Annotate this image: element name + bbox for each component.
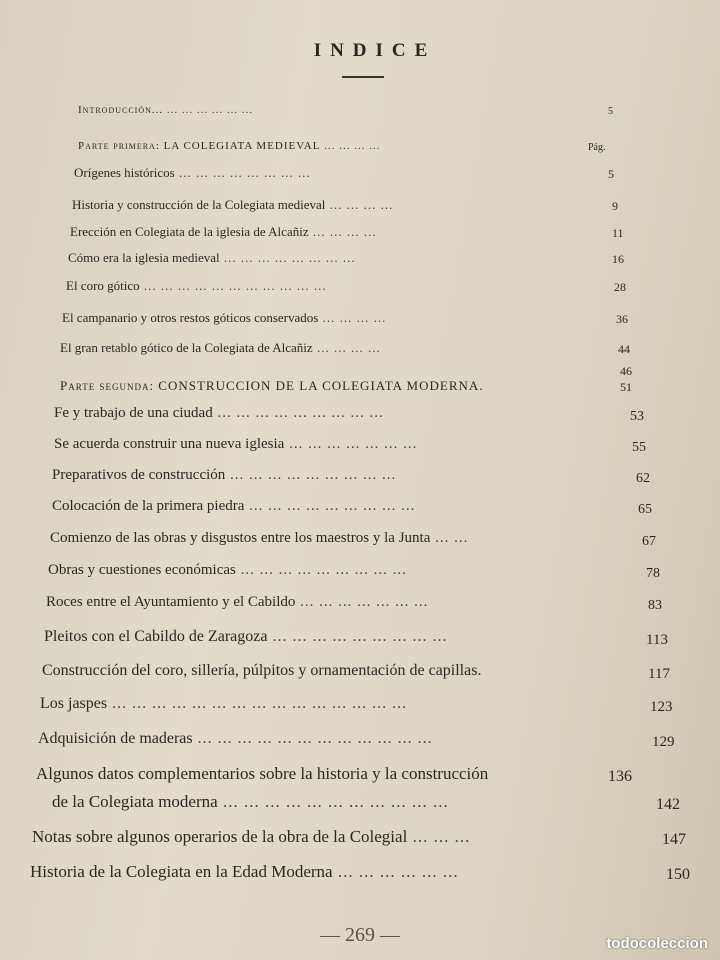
toc-entry [40, 695, 407, 713]
toc-page-number: 46 [620, 364, 632, 378]
toc-entry-title: Pleitos con el Cabildo de Zaragoza [44, 628, 268, 645]
toc-dot-leader: ... ... ... [407, 827, 471, 846]
toc-entry-title: Obras y cuestiones económicas [48, 562, 236, 578]
toc-entry [78, 140, 380, 152]
toc-page-number: 44 [618, 342, 630, 356]
toc-entry-title: Orígenes históricos [74, 165, 175, 180]
toc-entry [30, 862, 459, 882]
toc-entry-title: Se acuerda construir una nueva iglesia [54, 436, 285, 452]
toc-dot-leader: ... ... ... ... [318, 310, 387, 325]
toc-dot-leader: ... ... ... ... [308, 224, 377, 239]
toc-entry [52, 498, 415, 515]
toc-page-number: 147 [662, 831, 686, 848]
toc-entry-title: Algunos datos complementarios sobre la historia y la construcción [36, 764, 489, 783]
toc-entry [54, 436, 417, 453]
toc-entry-title: El gran retablo gótico de la Colegiata de Alcañiz [60, 340, 313, 355]
footer-page-number: — 269 — [320, 924, 400, 946]
toc-page-number: 9 [612, 199, 618, 213]
toc-dot-leader: ... ... ... ... ... ... ... ... ... [235, 562, 407, 578]
toc-entry-title: El coro gótico [66, 278, 140, 293]
toc-entry [44, 628, 447, 646]
toc-dot-leader: ... ... ... ... ... ... ... ... ... [244, 498, 416, 514]
toc-page-number: 123 [650, 699, 673, 715]
toc-page-number: 78 [646, 566, 660, 581]
toc-dot-leader: ... ... ... ... ... ... ... ... ... [225, 467, 397, 483]
toc-page-number: 36 [616, 312, 628, 326]
toc-page-number: 65 [638, 502, 652, 517]
toc-entry-title: de la Colegiata moderna [52, 792, 218, 811]
toc-entry [72, 197, 393, 213]
toc-page-number: 113 [646, 632, 668, 648]
toc-entry-title: Parte segunda: CONSTRUCCION DE LA COLEGIATA MODERNA. [60, 378, 484, 393]
toc-page-number: 55 [632, 440, 646, 455]
toc-dot-leader: ... ... ... ... ... ... ... ... [174, 165, 311, 180]
toc-entry-title: Adquisición de maderas [38, 730, 193, 747]
toc-entry [78, 104, 253, 116]
toc-dot-leader: ... ... ... ... ... ... ... ... ... ... ... ... ... ... ... [107, 695, 408, 712]
toc-entry [52, 467, 396, 484]
toc-entry-title: Preparativos de construcción [52, 467, 226, 483]
toc-entry [62, 310, 386, 326]
toc-entry-title: Roces entre el Ayuntamiento y el Cabildo [46, 594, 296, 610]
toc-entry-title: Comienzo de las obras y disgustos entre los maestros y la Junta [50, 530, 431, 546]
toc-page-number: 28 [614, 280, 626, 294]
toc-page-number: 11 [612, 226, 624, 240]
toc-page-number: 142 [656, 796, 680, 813]
toc-entry [74, 165, 311, 181]
toc-dot-leader: ... ... [430, 530, 469, 546]
toc-entry [54, 405, 384, 422]
toc-page-number: 51 [620, 380, 632, 394]
watermark-logo: todocoleccion [606, 935, 708, 952]
toc-entry-title: Los jaspes [40, 695, 108, 712]
toc-entry [38, 730, 433, 748]
toc-dot-leader: ... ... ... ... ... ... ... ... ... [267, 628, 448, 645]
toc-entry [70, 224, 377, 240]
toc-page-number: 62 [636, 471, 650, 486]
toc-entry [46, 594, 428, 611]
toc-entry [60, 378, 484, 394]
toc-entry-title: Parte primera: LA COLEGIATA MEDIEVAL [78, 140, 321, 152]
toc-dot-leader: ... ... ... ... ... ... ... [284, 436, 418, 452]
toc-page-number: 5 [608, 106, 613, 117]
toc-entry-title: Historia y construcción de la Colegiata medieval [72, 197, 326, 212]
toc-dot-leader: ... ... ... ... ... ... ... ... ... ... ... ... [192, 730, 433, 747]
toc-dot-leader: ... ... ... ... ... ... ... ... ... [212, 405, 384, 421]
toc-entry-title: Construcción del coro, sillería, púlpitos y ornamentación de capillas. [42, 662, 482, 679]
toc-page-number: 67 [642, 534, 656, 549]
toc-page-number: 16 [612, 252, 624, 266]
toc-page-number: 5 [608, 167, 614, 181]
toc-dot-leader: ... ... ... ... ... ... [163, 104, 254, 116]
toc-entry-title: Colocación de la primera piedra [52, 498, 245, 514]
toc-entry [42, 662, 481, 680]
toc-page-number: 150 [666, 866, 690, 883]
pag-label: Pág. [588, 142, 606, 153]
toc-entry-title: Erección en Colegiata de la iglesia de Alcañiz [70, 224, 309, 239]
toc-entry-title: Cómo era la iglesia medieval [68, 250, 220, 265]
toc-dot-leader: ... ... ... ... ... ... [332, 862, 459, 881]
toc-entry [50, 530, 468, 547]
toc-entry-title: Historia de la Colegiata en la Edad Moderna [30, 862, 333, 881]
toc-page-number: 53 [630, 409, 644, 424]
toc-entry [52, 792, 449, 812]
toc-entry-title: Introducción... [78, 104, 164, 116]
toc-entry-title: El campanario y otros restos góticos conservados [62, 310, 319, 325]
toc-entry [32, 827, 470, 847]
toc-dot-leader: ... ... ... ... ... ... ... ... ... ... ... [139, 278, 327, 293]
toc-page-number: 83 [648, 598, 662, 613]
toc-page-number: 129 [652, 734, 675, 750]
toc-dot-leader: ... ... ... ... ... ... ... ... [219, 250, 356, 265]
toc-entry [48, 562, 407, 579]
toc-page-number: 136 [608, 768, 632, 785]
toc-dot-leader: ... ... ... ... ... ... ... ... ... ... ... [217, 792, 449, 811]
toc-dot-leader: ... ... ... ... [312, 340, 381, 355]
toc-entry [68, 250, 356, 266]
toc-page-number: 117 [648, 666, 670, 682]
toc-dot-leader: ... ... ... ... ... ... ... [295, 594, 429, 610]
toc-entry [60, 340, 381, 356]
toc-entry-title: Notas sobre algunos operarios de la obra de la Colegial [32, 827, 408, 846]
toc-entry-title: Fe y trabajo de una ciudad [54, 405, 213, 421]
toc-dot-leader: ... ... ... ... [325, 197, 394, 212]
toc-dot-leader: ... ... ... ... [320, 140, 381, 152]
page-title: INDICE [313, 40, 437, 61]
toc-entry [66, 278, 327, 294]
title-rule [342, 76, 384, 78]
toc-entry [36, 764, 488, 784]
